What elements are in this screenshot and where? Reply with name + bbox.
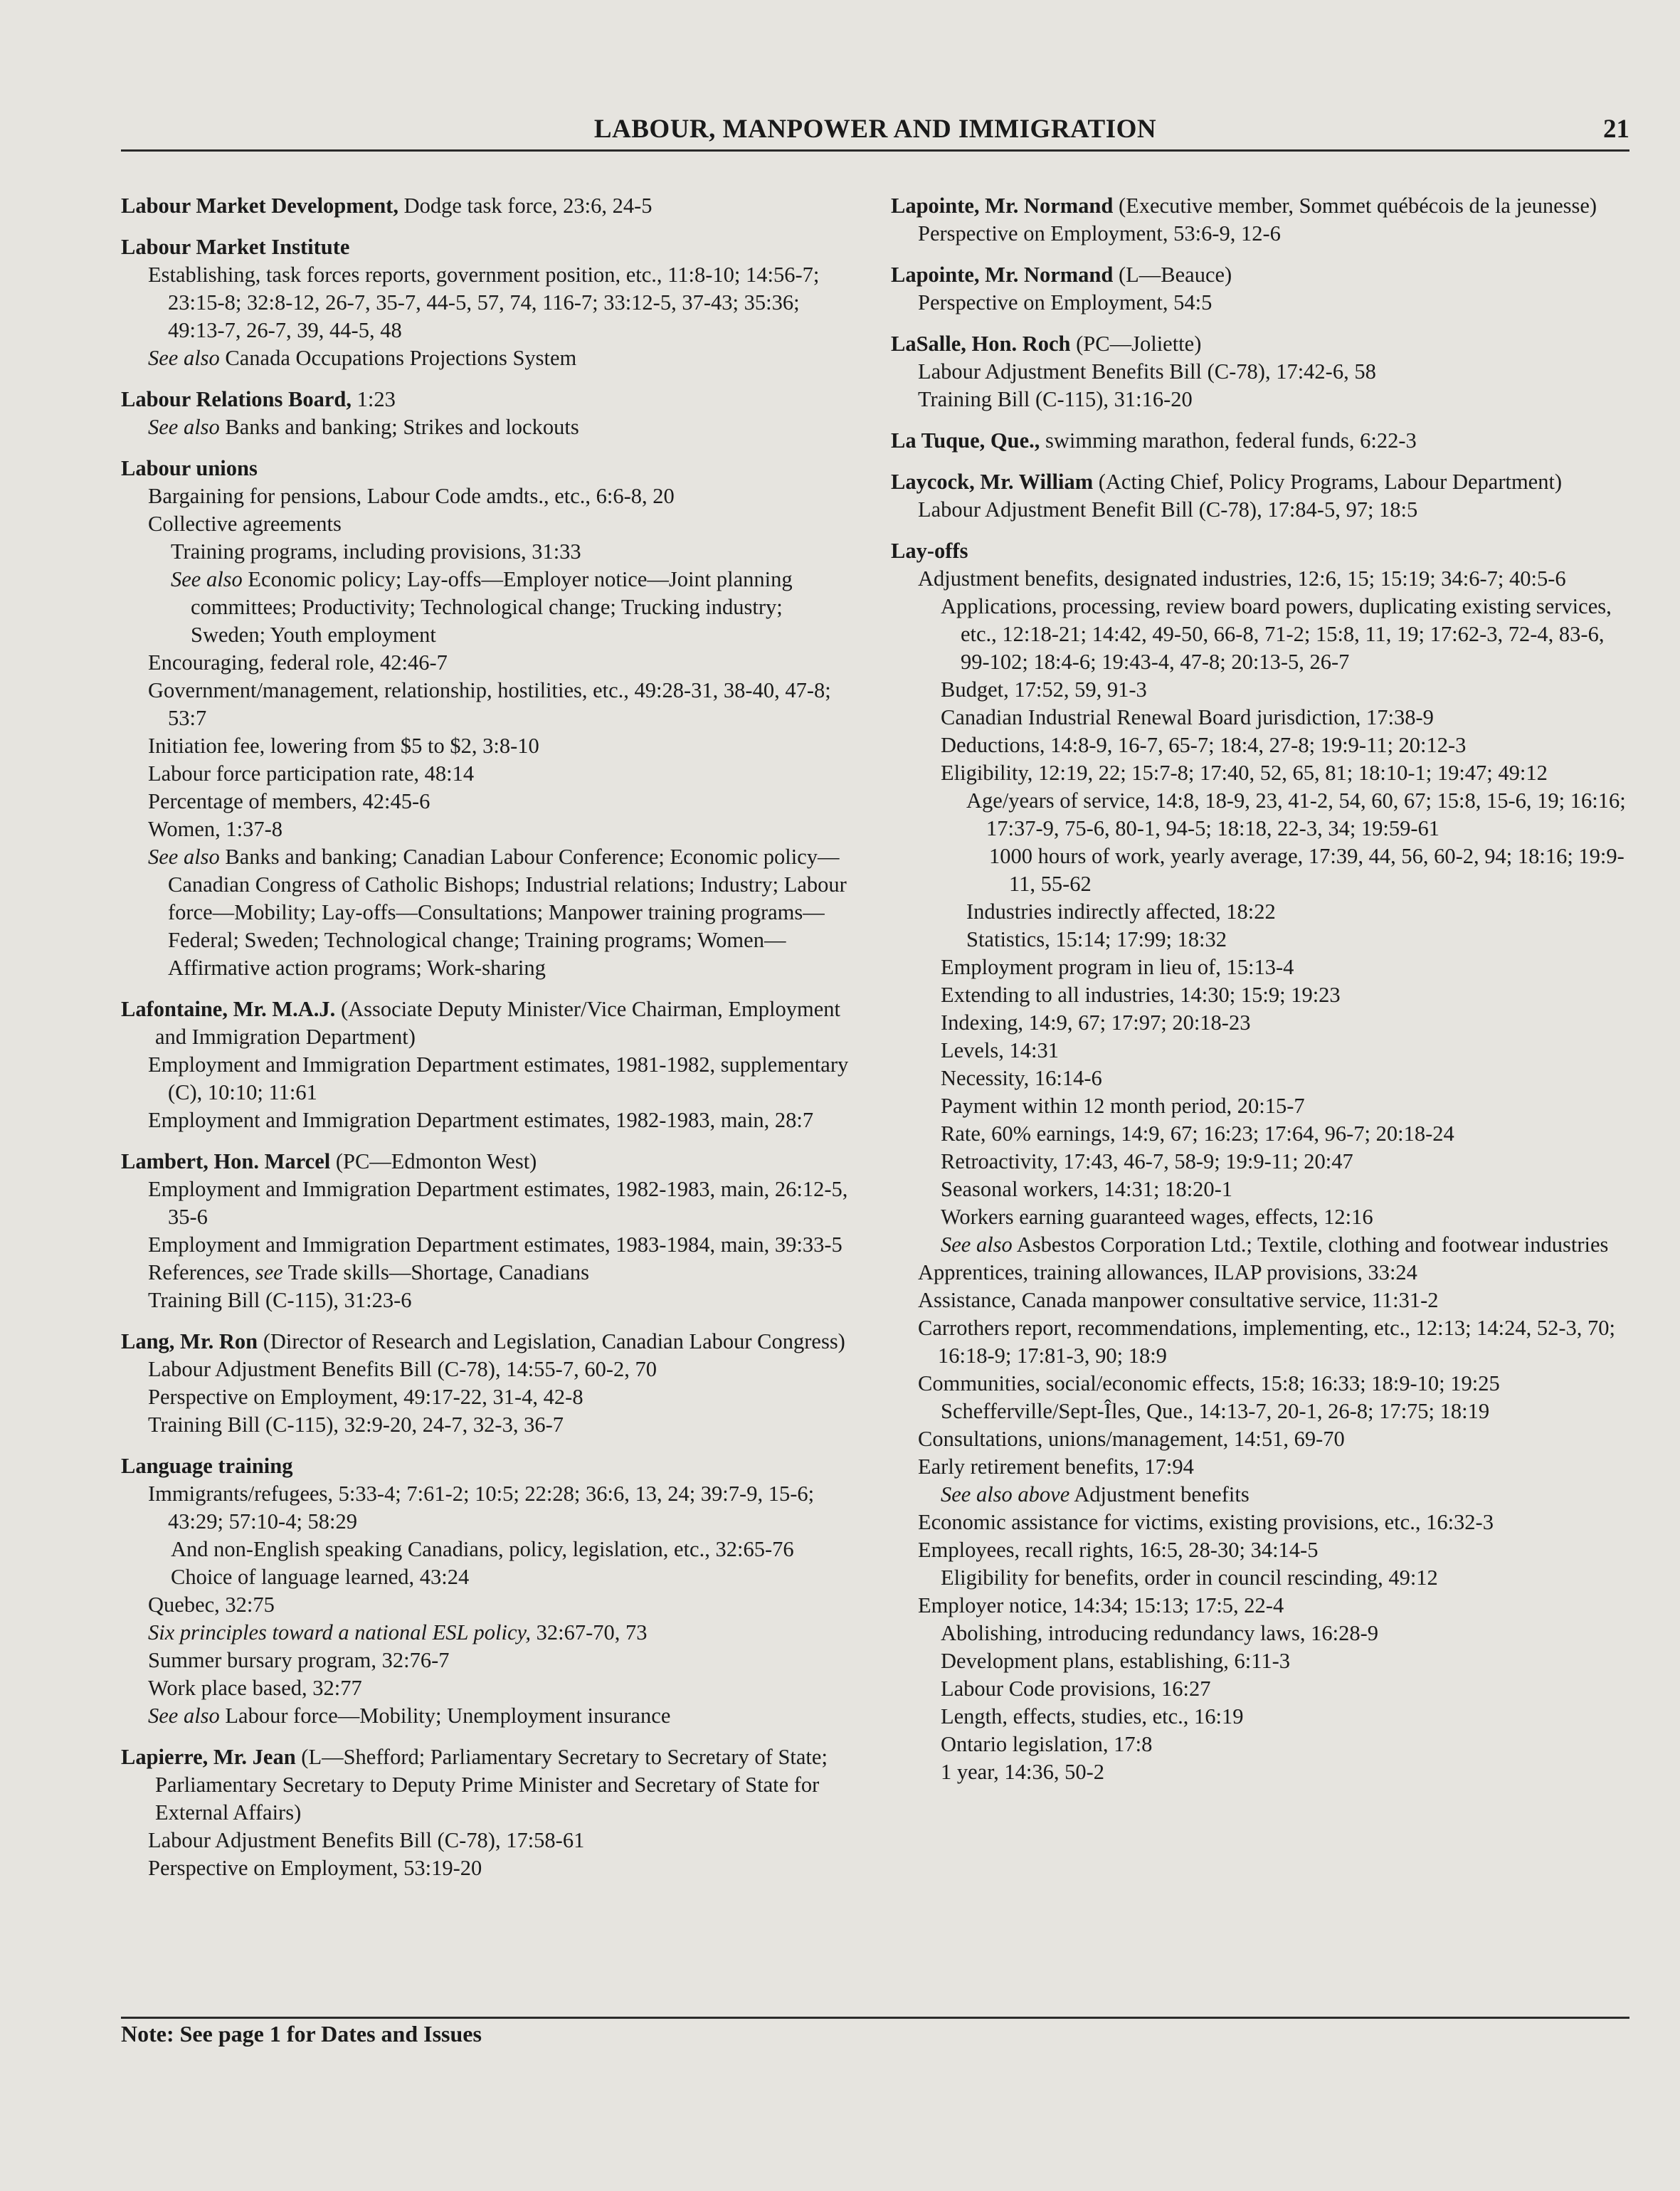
- entry-text: Bargaining for pensions, Labour Code amdts., etc., 6:6-8, 20: [148, 484, 675, 508]
- entry-text: Training programs, including provisions, 31:33: [171, 539, 581, 564]
- entry-text: (PC—Edmonton West): [330, 1149, 537, 1173]
- entry-subheading: [891, 1758, 1634, 1786]
- entry-subheading: [891, 1120, 1634, 1148]
- entry-text: Training Bill (C-115), 31:23-6: [148, 1288, 412, 1312]
- entry-text: Eligibility for benefits, order in council rescinding, 49:12: [941, 1566, 1438, 1590]
- cross-reference-label: See also: [171, 567, 243, 591]
- entry-subheading: [891, 1425, 1634, 1453]
- entry-text: Employment and Immigration Department estimates, 1982-1983, main, 26:12-5, 35-6: [148, 1177, 848, 1229]
- entry-subheading: [891, 1148, 1634, 1176]
- entry-subheading: [121, 1176, 854, 1231]
- heading-term: La Tuque, Que.,: [891, 428, 1040, 453]
- index-entry: [121, 386, 854, 441]
- entry-subheading: [121, 566, 854, 649]
- entry-text: Development plans, establishing, 6:11-3: [941, 1649, 1291, 1673]
- entry-text: Ontario legislation, 17:8: [941, 1732, 1153, 1756]
- entry-text: Employment and Immigration Department estimates, 1982-1983, main, 28:7: [148, 1108, 814, 1132]
- index-entry: [891, 330, 1634, 413]
- entry-subheading: [891, 1287, 1634, 1314]
- entry-text: Rate, 60% earnings, 14:9, 67; 16:23; 17:64, 96-7; 20:18-24: [941, 1121, 1454, 1146]
- entry-text: Adjustment benefits, designated industries, 12:6, 15; 15:19; 34:6-7; 40:5-6: [918, 566, 1566, 591]
- entry-heading: [121, 1328, 854, 1356]
- entry-subheading: [891, 1203, 1634, 1231]
- entry-subheading: [121, 482, 854, 510]
- entry-subheading: [891, 386, 1634, 413]
- entry-text: Economic assistance for victims, existing provisions, etc., 16:32-3: [918, 1510, 1494, 1534]
- entry-subheading: [121, 1287, 854, 1314]
- cross-reference-label: See also: [941, 1232, 1013, 1257]
- index-entry: [121, 192, 854, 220]
- entry-subheading: [121, 1411, 854, 1439]
- entry-text: Labour force—Mobility; Unemployment insurance: [219, 1704, 671, 1728]
- entry-text: 1000 hours of work, yearly average, 17:39, 44, 56, 60-2, 94; 18:16; 19:9-11, 55-62: [989, 844, 1624, 896]
- entry-text: Carrothers report, recommendations, implementing, etc., 12:13; 14:24, 52-3, 70; 16:18-9; 17:81-3, 90; 18:9: [918, 1316, 1616, 1368]
- entry-subheading: [891, 926, 1634, 954]
- heading-term: Lambert, Hon. Marcel: [121, 1149, 331, 1173]
- entry-subheading: [891, 954, 1634, 981]
- index-column-left: [121, 192, 854, 1896]
- entry-heading: [891, 192, 1634, 220]
- entry-text: Early retirement benefits, 17:94: [918, 1454, 1194, 1479]
- heading-term: LaSalle, Hon. Roch: [891, 332, 1071, 356]
- entry-heading: [121, 1452, 854, 1480]
- entry-subheading: [891, 593, 1634, 676]
- entry-subheading: [121, 1827, 854, 1854]
- entry-heading: [891, 427, 1634, 455]
- entry-heading: [891, 468, 1634, 496]
- entry-subheading: [121, 677, 854, 732]
- entry-text: Summer bursary program, 32:76-7: [148, 1648, 450, 1672]
- heading-term: Language training: [121, 1454, 293, 1478]
- entry-subheading: [121, 1051, 854, 1107]
- cross-reference-label: See also above: [941, 1482, 1070, 1506]
- index-column-right: [891, 192, 1634, 1800]
- entry-text: swimming marathon, federal funds, 6:22-3: [1040, 428, 1417, 453]
- entry-text: Labour Code provisions, 16:27: [941, 1677, 1211, 1701]
- entry-text: Retroactivity, 17:43, 46-7, 58-9; 19:9-11; 20:47: [941, 1149, 1353, 1173]
- entry-text: Economic policy; Lay-offs—Employer notice—Joint planning committees; Productivity; Technological change; Trucking industry; Sweden; Youth employment: [191, 567, 793, 647]
- entry-text: References,: [148, 1260, 255, 1284]
- entry-heading: [891, 537, 1634, 565]
- entry-subheading: [121, 1674, 854, 1702]
- entry-text: (L—Shefford; Parliamentary Secretary to Secretary of State; Parliamentary Secretary to Deputy Prime Minister and Secretary of State for External Affairs): [155, 1745, 828, 1825]
- entry-subheading: [891, 565, 1634, 593]
- entry-subheading: [121, 1563, 854, 1591]
- entry-subheading: [891, 1620, 1634, 1647]
- entry-text: Age/years of service, 14:8, 18-9, 23, 41-2, 54, 60, 67; 15:8, 15-6, 19; 16:16; 17:37-9, 75-6, 80-1, 94-5; 18:18, 22-3, 34; 19:59-61: [966, 788, 1626, 840]
- entry-heading: [121, 192, 854, 220]
- entry-text: Training Bill (C-115), 32:9-20, 24-7, 32-3, 36-7: [148, 1413, 564, 1437]
- index-entry: [891, 537, 1634, 1786]
- entry-subheading: [121, 1107, 854, 1134]
- entry-subheading: [121, 344, 854, 372]
- entry-text: Statistics, 15:14; 17:99; 18:32: [966, 927, 1227, 951]
- entry-text: Workers earning guaranteed wages, effects, 12:16: [941, 1205, 1373, 1229]
- entry-text: Perspective on Employment, 54:5: [918, 290, 1213, 315]
- entry-subheading: [121, 1647, 854, 1674]
- heading-term: Lang, Mr. Ron: [121, 1329, 258, 1353]
- entry-subheading: [891, 1536, 1634, 1564]
- heading-term: Lay-offs: [891, 539, 968, 563]
- heading-term: Lapointe, Mr. Normand: [891, 263, 1114, 287]
- entry-text: Asbestos Corporation Ltd.; Textile, clothing and footwear industries: [1012, 1232, 1609, 1257]
- entry-subheading: [121, 1231, 854, 1259]
- entry-text: Collective agreements: [148, 512, 342, 536]
- entry-heading: [891, 330, 1634, 358]
- cross-reference-label: Six principles toward a national ESL policy,: [148, 1620, 531, 1644]
- entry-text: 1:23: [351, 387, 396, 411]
- entry-heading: [121, 233, 854, 261]
- entry-text: Employment and Immigration Department estimates, 1983-1984, main, 39:33-5: [148, 1232, 842, 1257]
- entry-text: Labour Adjustment Benefit Bill (C-78), 17:84-5, 97; 18:5: [918, 497, 1418, 522]
- entry-subheading: [121, 760, 854, 788]
- entry-text: (Director of Research and Legislation, Canadian Labour Congress): [258, 1329, 845, 1353]
- index-entry: [121, 233, 854, 372]
- entry-text: Canada Occupations Projections System: [219, 346, 577, 370]
- entry-text: Employer notice, 14:34; 15:13; 17:5, 22-4: [918, 1593, 1284, 1617]
- entry-subheading: [891, 732, 1634, 759]
- cross-reference-label: see: [255, 1260, 283, 1284]
- entry-subheading: [891, 759, 1634, 787]
- entry-heading: [121, 455, 854, 482]
- entry-text: And non-English speaking Canadians, policy, legislation, etc., 32:65-76: [171, 1537, 794, 1561]
- entry-subheading: [891, 787, 1634, 843]
- entry-subheading: [891, 1009, 1634, 1037]
- entry-text: Adjustment benefits: [1069, 1482, 1250, 1506]
- entry-subheading: [121, 1591, 854, 1619]
- entry-subheading: [121, 1619, 854, 1647]
- heading-term: Laycock, Mr. William: [891, 470, 1094, 494]
- entry-text: (Acting Chief, Policy Programs, Labour Department): [1093, 470, 1563, 494]
- entry-text: (L—Beauce): [1113, 263, 1232, 287]
- entry-text: Assistance, Canada manpower consultative service, 11:31-2: [918, 1288, 1439, 1312]
- cross-reference-label: See also: [148, 1704, 220, 1728]
- heading-term: Labour Relations Board,: [121, 387, 352, 411]
- entry-subheading: [891, 1314, 1634, 1370]
- entry-subheading: [121, 1383, 854, 1411]
- entry-text: Budget, 17:52, 59, 91-3: [941, 677, 1147, 702]
- entry-text: Labour Adjustment Benefits Bill (C-78), 17:42-6, 58: [918, 359, 1376, 384]
- entry-text: Quebec, 32:75: [148, 1593, 275, 1617]
- page-number: 21: [1603, 115, 1629, 144]
- entry-subheading: [891, 289, 1634, 317]
- entry-subheading: [891, 1037, 1634, 1065]
- entry-text: Banks and banking; Canadian Labour Conference; Economic policy—Canadian Congress of Catholic Bishops; Industrial relations; Industry; Labour force—Mobility; Lay-offs—Consultations; Manpower training programs—Federal; Sweden; Technological change; Training programs; Women—Affirmative action programs; Work-sharing: [168, 845, 847, 980]
- entry-subheading: [891, 1481, 1634, 1509]
- entry-text: Labour force participation rate, 48:14: [148, 761, 475, 786]
- entry-text: Industries indirectly affected, 18:22: [966, 899, 1276, 924]
- entry-text: Apprentices, training allowances, ILAP provisions, 33:24: [918, 1260, 1417, 1284]
- heading-term: Lapointe, Mr. Normand: [891, 194, 1114, 218]
- entry-subheading: [891, 358, 1634, 386]
- entry-text: Applications, processing, review board powers, duplicating existing services, etc., 12:18-21; 14:42, 49-50, 66-8, 71-2; 15:8, 11, 19; 17:62-3, 72-4, 83-6, 99-102; 18:4-6; 19:43-4, 47-8; 20:13-5, 26-7: [941, 594, 1612, 674]
- entry-heading: [891, 261, 1634, 289]
- entry-subheading: [891, 1509, 1634, 1536]
- entry-text: Establishing, task forces reports, government position, etc., 11:8-10; 14:56-7; 23:15-8; 32:8-12, 26-7, 35-7, 44-5, 57, 74, 116-7; 33:12-5, 37-43; 35:36; 49:13-7, 26-7, 39, 44-5, 48: [148, 263, 820, 342]
- entry-text: Perspective on Employment, 53:6-9, 12-6: [918, 221, 1281, 246]
- entry-subheading: [891, 1564, 1634, 1592]
- entry-text: Choice of language learned, 43:24: [171, 1565, 470, 1589]
- index-entry: [121, 1743, 854, 1882]
- entry-text: (Executive member, Sommet québécois de la jeunesse): [1113, 194, 1597, 218]
- entry-subheading: [891, 676, 1634, 704]
- entry-text: Deductions, 14:8-9, 16-7, 65-7; 18:4, 27-8; 19:9-11; 20:12-3: [941, 733, 1467, 757]
- entry-subheading: [891, 496, 1634, 524]
- entry-subheading: [121, 1356, 854, 1383]
- footer-note: Note: See page 1 for Dates and Issues: [121, 2021, 482, 2047]
- entry-subheading: [891, 1731, 1634, 1758]
- entry-text: Percentage of members, 42:45-6: [148, 789, 430, 813]
- entry-subheading: [121, 510, 854, 538]
- entry-text: Length, effects, studies, etc., 16:19: [941, 1704, 1244, 1728]
- entry-text: Government/management, relationship, hostilities, etc., 49:28-31, 38-40, 47-8; 53:7: [148, 678, 831, 730]
- entry-subheading: [121, 413, 854, 441]
- entry-text: Training Bill (C-115), 31:16-20: [918, 387, 1193, 411]
- entry-text: (Associate Deputy Minister/Vice Chairman, Employment and Immigration Department): [155, 997, 840, 1049]
- entry-subheading: [891, 1259, 1634, 1287]
- entry-subheading: [891, 1231, 1634, 1259]
- page-header: [121, 114, 1629, 151]
- entry-text: Levels, 14:31: [941, 1038, 1060, 1062]
- entry-text: Seasonal workers, 14:31; 18:20-1: [941, 1177, 1232, 1201]
- entry-text: Employment program in lieu of, 15:13-4: [941, 955, 1294, 979]
- cross-reference-label: See also: [148, 415, 220, 439]
- entry-text: Schefferville/Sept-Îles, Que., 14:13-7, 20-1, 26-8; 17:75; 18:19: [941, 1399, 1490, 1423]
- entry-subheading: [891, 843, 1634, 898]
- entry-heading: [121, 386, 854, 413]
- index-entry: [121, 1452, 854, 1730]
- entry-subheading: [891, 1176, 1634, 1203]
- entry-subheading: [891, 704, 1634, 732]
- cross-reference-label: See also: [148, 845, 220, 869]
- entry-subheading: [891, 1092, 1634, 1120]
- heading-term: Lafontaine, Mr. M.A.J.: [121, 997, 336, 1021]
- entry-text: Employees, recall rights, 16:5, 28-30; 34:14-5: [918, 1538, 1319, 1562]
- entry-text: 1 year, 14:36, 50-2: [941, 1760, 1105, 1784]
- heading-term: Lapierre, Mr. Jean: [121, 1745, 296, 1769]
- index-entry: [121, 1148, 854, 1314]
- entry-text: Eligibility, 12:19, 22; 15:7-8; 17:40, 52, 65, 81; 18:10-1; 19:47; 49:12: [941, 761, 1548, 785]
- entry-heading: [121, 1148, 854, 1176]
- entry-subheading: [891, 1453, 1634, 1481]
- entry-text: Trade skills—Shortage, Canadians: [282, 1260, 590, 1284]
- entry-text: Dodge task force, 23:6, 24-5: [398, 194, 653, 218]
- entry-text: Women, 1:37-8: [148, 817, 282, 841]
- entry-heading: [121, 996, 854, 1051]
- entry-text: Communities, social/economic effects, 15:8; 16:33; 18:9-10; 19:25: [918, 1371, 1500, 1395]
- entry-subheading: [121, 1854, 854, 1882]
- entry-subheading: [891, 1675, 1634, 1703]
- index-entry: [891, 261, 1634, 317]
- index-entry: [891, 192, 1634, 248]
- heading-term: Labour Market Institute: [121, 235, 350, 259]
- entry-subheading: [891, 1065, 1634, 1092]
- entry-subheading: [121, 732, 854, 760]
- entry-text: Abolishing, introducing redundancy laws, 16:28-9: [941, 1621, 1378, 1645]
- entry-subheading: [891, 220, 1634, 248]
- entry-text: Consultations, unions/management, 14:51, 69-70: [918, 1427, 1345, 1451]
- entry-subheading: [121, 1480, 854, 1536]
- entry-subheading: [891, 981, 1634, 1009]
- footer-rule: [121, 2017, 1629, 2019]
- running-title: LABOUR, MANPOWER AND IMMIGRATION: [593, 115, 1157, 144]
- header-rule: [121, 149, 1629, 152]
- entry-text: Encouraging, federal role, 42:46-7: [148, 650, 448, 675]
- entry-text: Indexing, 14:9, 67; 17:97; 20:18-23: [941, 1010, 1251, 1035]
- cross-reference-label: See also: [148, 346, 220, 370]
- entry-subheading: [121, 1536, 854, 1563]
- entry-text: Canadian Industrial Renewal Board jurisdiction, 17:38-9: [941, 705, 1434, 729]
- index-entry: [891, 468, 1634, 524]
- entry-subheading: [121, 261, 854, 344]
- entry-subheading: [891, 1398, 1634, 1425]
- index-entry: [891, 427, 1634, 455]
- entry-text: Necessity, 16:14-6: [941, 1066, 1102, 1090]
- index-entry: [121, 1328, 854, 1439]
- entry-subheading: [891, 1703, 1634, 1731]
- heading-term: Labour unions: [121, 456, 258, 480]
- entry-subheading: [121, 1702, 854, 1730]
- entry-text: Immigrants/refugees, 5:33-4; 7:61-2; 10:5; 22:28; 36:6, 13, 24; 39:7-9, 15-6; 43:29; 57:10-4; 58:29: [148, 1482, 815, 1533]
- entry-subheading: [121, 538, 854, 566]
- entry-subheading: [121, 788, 854, 815]
- index-entry: [121, 996, 854, 1134]
- entry-subheading: [121, 649, 854, 677]
- entry-text: 32:67-70, 73: [530, 1620, 648, 1644]
- entry-text: (PC—Joliette): [1070, 332, 1202, 356]
- entry-text: Labour Adjustment Benefits Bill (C-78), 14:55-7, 60-2, 70: [148, 1357, 657, 1381]
- entry-text: Perspective on Employment, 53:19-20: [148, 1856, 482, 1880]
- entry-text: Labour Adjustment Benefits Bill (C-78), 17:58-61: [148, 1828, 585, 1852]
- entry-subheading: [121, 843, 854, 982]
- entry-text: Employment and Immigration Department estimates, 1981-1982, supplementary (C), 10:10; 11:61: [148, 1052, 849, 1104]
- entry-text: Initiation fee, lowering from $5 to $2, 3:8-10: [148, 734, 539, 758]
- index-entry: [121, 455, 854, 982]
- entry-subheading: [891, 1647, 1634, 1675]
- entry-text: Payment within 12 month period, 20:15-7: [941, 1094, 1305, 1118]
- entry-text: Work place based, 32:77: [148, 1676, 362, 1700]
- entry-subheading: [891, 898, 1634, 926]
- entry-text: Perspective on Employment, 49:17-22, 31-4, 42-8: [148, 1385, 583, 1409]
- entry-subheading: [121, 815, 854, 843]
- entry-heading: [121, 1743, 854, 1827]
- entry-text: Banks and banking; Strikes and lockouts: [219, 415, 579, 439]
- entry-subheading: [121, 1259, 854, 1287]
- entry-subheading: [891, 1592, 1634, 1620]
- entry-text: Extending to all industries, 14:30; 15:9; 19:23: [941, 983, 1341, 1007]
- entry-subheading: [891, 1370, 1634, 1398]
- heading-term: Labour Market Development,: [121, 194, 398, 218]
